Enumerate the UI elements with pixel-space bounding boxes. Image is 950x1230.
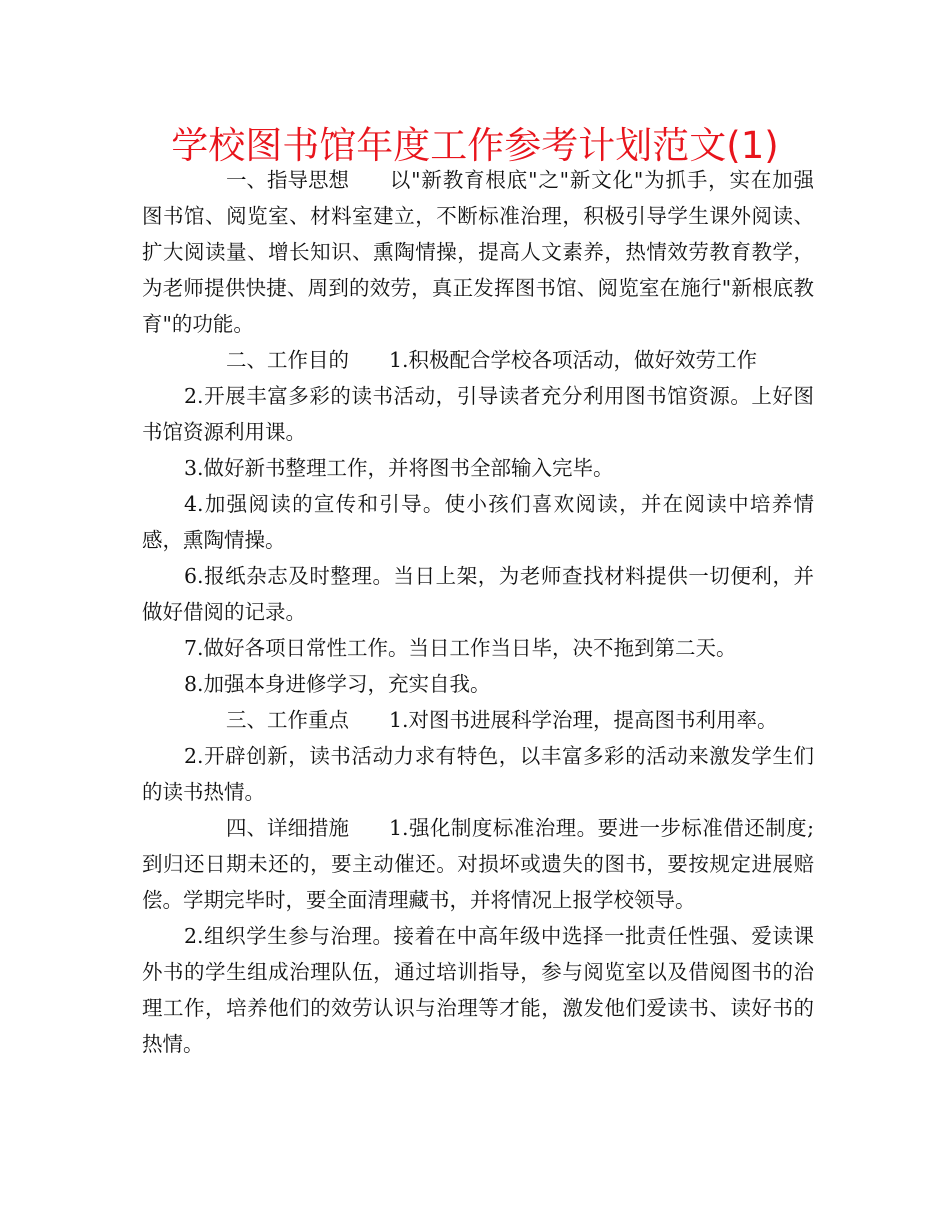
paragraph-text: 6.报纸杂志及时整理。当日上架，为老师查找材料提供一切便利，并做好借阅的记录。	[142, 564, 814, 624]
section-heading: 二、工作目的	[226, 348, 349, 372]
paragraph-work-goals	[142, 342, 814, 378]
paragraph-measure-2	[142, 918, 814, 1062]
paragraph-text: 1.积极配合学校各项活动，做好效劳工作	[389, 348, 758, 372]
paragraph-detailed-measures	[142, 810, 814, 918]
paragraph-goal-2	[142, 378, 814, 450]
paragraph-text: 3.做好新书整理工作，并将图书全部输入完毕。	[184, 456, 614, 480]
paragraph-text: 8.加强本身进修学习，充实自我。	[184, 672, 491, 696]
paragraph-text: 2.开辟创新，读书活动力求有特色，以丰富多彩的活动来激发学生们的读书热情。	[142, 744, 814, 804]
document-title: 学校图书馆年度工作参考计划范文(1)	[171, 124, 779, 167]
paragraph-work-focus	[142, 702, 814, 738]
paragraph-guiding-thought	[142, 162, 814, 342]
paragraph-goal-4	[142, 486, 814, 558]
paragraph-text: 2.组织学生参与治理。接着在中高年级中选择一批责任性强、爱读课外书的学生组成治理队伍，通过培训指导，参与阅览室以及借阅图书的治理工作，培养他们的效劳认识与治理等才能，激发他们爱读书、读好书的热情。	[142, 924, 814, 1056]
section-heading: 一、指导思想	[226, 168, 349, 192]
section-heading: 三、工作重点	[226, 708, 349, 732]
paragraph-text: 2.开展丰富多彩的读书活动，引导读者充分利用图书馆资源。上好图书馆资源利用课。	[142, 384, 814, 444]
section-heading: 四、详细措施	[226, 816, 349, 840]
paragraph-text: 4.加强阅读的宣传和引导。使小孩们喜欢阅读，并在阅读中培养情感，熏陶情操。	[142, 492, 814, 552]
paragraph-text: 7.做好各项日常性工作。当日工作当日毕，决不拖到第二天。	[184, 636, 737, 660]
paragraph-goal-7	[142, 630, 814, 666]
paragraph-goal-3	[142, 450, 814, 486]
paragraph-text: 1.对图书进展科学治理，提高图书利用率。	[389, 708, 778, 732]
paragraph-goal-6	[142, 558, 814, 630]
paragraph-text: 以"新教育根底"之"新文化"为抓手，实在加强图书馆、阅览室、材料室建立，不断标准治理，积极引导学生课外阅读、扩大阅读量、增长知识、熏陶情操，提高人文素养，热情效劳教育教学，为老师提供快捷、周到的效劳，真正发挥图书馆、阅览室在施行"新根底教育"的功能。	[142, 168, 814, 336]
paragraph-text: 1.强化制度标准治理。要进一步标准借还制度;到归还日期未还的，要主动催还。对损坏或遗失的图书，要按规定进展赔偿。学期完毕时，要全面清理藏书，并将情况上报学校领导。	[142, 816, 814, 912]
document-body	[142, 162, 814, 1062]
paragraph-focus-2	[142, 738, 814, 810]
paragraph-goal-8	[142, 666, 814, 702]
